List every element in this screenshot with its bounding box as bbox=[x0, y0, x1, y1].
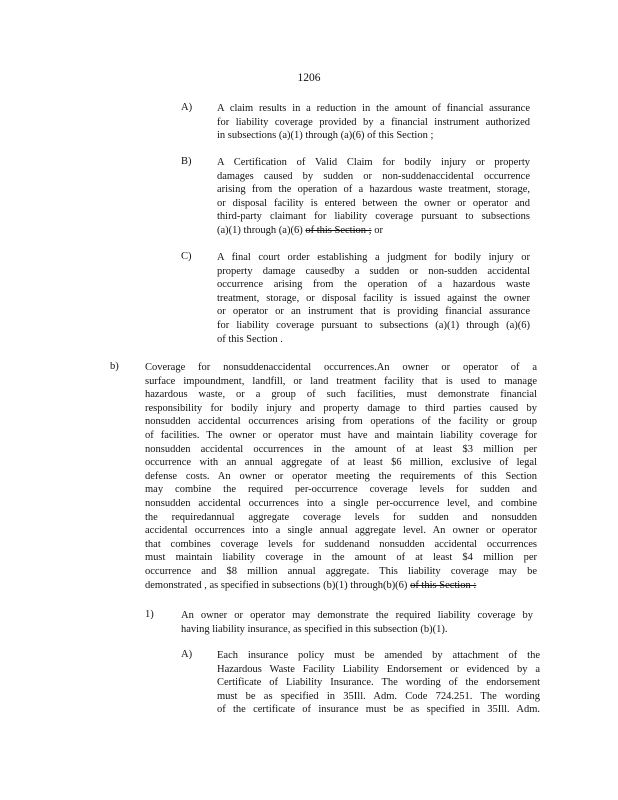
text-line: must maintain liability coverage in the amount of at least $4 million per bbox=[145, 552, 537, 564]
conjunction: or bbox=[374, 224, 383, 236]
text-line: treatment, storage, or disposal facility is issued against the owner bbox=[217, 292, 530, 304]
text-line: responsibility for bodily injury and property damage to third parties caused by bbox=[145, 402, 537, 414]
text-line: nonsudden accidental occurrences in the amount of at least $3 million per bbox=[145, 443, 537, 455]
text-line: third-party claimant for liability coverage pursuant to subsections bbox=[217, 211, 530, 223]
text-line: of facilities. The owner or operator must have and maintain liability coverage for bbox=[145, 429, 537, 441]
item-1a-text bbox=[217, 649, 540, 717]
item-1-text bbox=[181, 609, 533, 636]
text-line: Each insurance policy must be amended by attachment of the bbox=[217, 650, 540, 661]
text-line: for liability coverage provided by a financial instrument authorized bbox=[217, 116, 530, 128]
item-1-label: 1) bbox=[145, 609, 154, 620]
text-line: nonsudden accidental occurrences into a single per-occurrence level, and combine bbox=[145, 497, 537, 509]
text-line: surface impoundment, landfill, or land treatment facility that is used to manage bbox=[145, 375, 537, 387]
section-b-label: b) bbox=[110, 361, 119, 372]
subsection-reference: demonstrated , as specified in subsections (b)(1) through(b)(6) bbox=[145, 579, 408, 591]
text-line: defense costs. An owner or operator meeting the requirements of this Section bbox=[145, 470, 537, 482]
text-line: A Certification of Valid Claim for bodily injury or property bbox=[217, 157, 530, 168]
text-line: Coverage for nonsuddenaccidental occurrences.An owner or operator of a bbox=[145, 362, 537, 373]
text-line: An owner or operator may demonstrate the required liability coverage by bbox=[181, 610, 533, 621]
text-line: occurrence with an annual aggregate of at least $6 million, exclusive of legal bbox=[145, 457, 537, 469]
item-1a-label: A) bbox=[181, 649, 193, 660]
text-line: Certificate of Liability Insurance. The wording of the endorsement bbox=[217, 677, 540, 689]
text-line: hazardous waste, or a group of such facilities, must demonstrate financial bbox=[145, 389, 537, 401]
item-c-text bbox=[217, 251, 530, 346]
item-b-label: B) bbox=[181, 156, 192, 167]
struck-text: of this Section : bbox=[410, 579, 477, 591]
text-line: A final court order establishing a judgment for bodily injury or bbox=[217, 252, 530, 263]
text-line: having liability insurance, as specified in this subsection (b)(1). bbox=[181, 623, 448, 635]
text-line: of this Section . bbox=[217, 333, 283, 345]
text-line bbox=[145, 579, 537, 593]
text-line: A claim results in a reduction in the amount of financial assurance bbox=[217, 103, 530, 114]
text-line: damages caused by sudden or non-suddenaccidental occurrence bbox=[217, 170, 530, 182]
text-line: occurrence arising from the operation of a hazardous waste bbox=[217, 279, 530, 291]
text-line: arising from the operation of a hazardous waste treatment, storage, bbox=[217, 184, 530, 196]
text-line: the requiredannual aggregate coverage levels for sudden and nonsudden bbox=[145, 511, 537, 523]
text-line: Hazardous Waste Facility Liability Endorsement or evidenced by a bbox=[217, 663, 540, 675]
subsection-reference: (a)(1) through (a)(6) bbox=[217, 224, 303, 236]
item-c-label: C) bbox=[181, 251, 192, 262]
item-a-text bbox=[217, 102, 530, 143]
text-line: or operator or an instrument that is providing financial assurance bbox=[217, 306, 530, 318]
text-line bbox=[217, 224, 530, 238]
text-line: or disposal facility is entered between the owner or operator and bbox=[217, 197, 530, 209]
item-a-label: A) bbox=[181, 102, 193, 113]
text-line: occurrence and $8 million annual aggregate. This liability coverage may be bbox=[145, 565, 537, 577]
text-line: may combine the required per-occurrence coverage levels for sudden and bbox=[145, 484, 537, 496]
text-line: of the certificate of insurance must be as specified in 35Ill. Adm. bbox=[217, 704, 540, 716]
struck-text: of this Section ; bbox=[305, 224, 372, 236]
page-number: 1206 bbox=[297, 72, 321, 84]
text-line: nonsudden accidental occurrences arising from operations of the facility or group bbox=[145, 416, 537, 428]
section-b-text bbox=[145, 361, 537, 592]
text-line: must be as specified in 35Ill. Adm. Code 724.251. The wording bbox=[217, 690, 540, 702]
text-line: property damage causedby a sudden or non-sudden accidental bbox=[217, 265, 530, 277]
text-line: for liability coverage pursuant to subsections (a)(1) through (a)(6) bbox=[217, 319, 530, 331]
item-b-text bbox=[217, 156, 530, 238]
text-line: that combines coverage levels for suddenand nonsudden accidental occurrences bbox=[145, 538, 537, 550]
text-line: in subsections (a)(1) through (a)(6) of this Section ; bbox=[217, 130, 434, 142]
text-line: accidental occurrences into a single annual aggregate level. An owner or operator bbox=[145, 525, 537, 537]
